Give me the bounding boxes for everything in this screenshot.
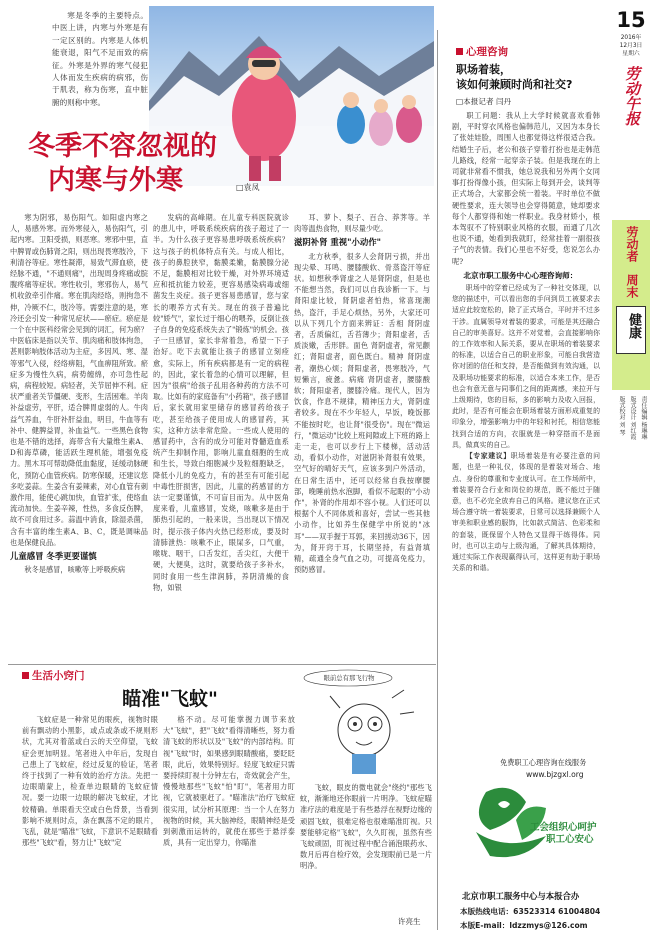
cartoon-bubble-text: 眼前总有那飞行物 — [323, 674, 375, 682]
page-date — [612, 34, 650, 58]
psych-title — [456, 62, 606, 92]
psych-title-line1: 职场着装， — [456, 63, 511, 76]
psych-title-line2: 该如何兼顾时尚和社交? — [456, 78, 573, 91]
masthead-logo: 劳动午报 — [623, 66, 641, 126]
feature-intro: 寒是冬季的主要特点。中医上讲，内寒与外寒是有一定区别的。内寒是人体机能衰退，阳气不足而致的病征。外寒是外界的寒气侵犯人体而发生疾病的病邪，伤于肌表，称为伤寒，直中脏腑的则称中寒。 — [52, 11, 148, 107]
sidebar-topic-box — [616, 306, 646, 354]
psych-question: 职工问题：我从上大学时候就喜欢看韩剧，平时穿衣风格也偏韩范儿，又因为本身长了张娃娃脸，周围人也都觉得这样很适合我。结婚生子后，老公和孩子穿着打扮也是走韩范儿路线，经常一起穿亲子装。但是我现在的上司就非常看不惯我，她总说我和另外两个女同事打扮得像小孩，但实际上每到开会，谈判等正式场合，大家都会统一着装。平时单位不做硬性要求，连大领导也会穿得随意，她却要求每个人都穿得和她一样职业。我身材娇小，根本驾驭不了特别职业风格的衣服，而通了几次也说不通，她看到我就盯，经常挂着一副很孩子气的表情。我们心里也不好受，您说怎么办呢? — [452, 111, 600, 266]
tips-column-3 — [300, 782, 432, 922]
hotline-label: 本版热线电话： — [460, 907, 514, 916]
feature-title-line2: 内寒与外寒 — [48, 165, 183, 196]
feature-column-1 — [10, 212, 148, 656]
feature-col3-text: 耳、萝卜、梨子、百合、莽荠等。羊肉等温热食物，则尽量少吃。 — [294, 213, 430, 234]
psych-hotline — [460, 906, 600, 917]
hotline-value: 63523314 61004804 — [513, 907, 601, 916]
tips-title: 瞄准"飞蚊" — [122, 688, 218, 710]
psych-org: 北京市职工服务中心心理咨询师： — [463, 270, 578, 280]
divider-horizontal — [8, 664, 436, 665]
psych-answer: 职场中的穿着已经成为了一种社交体现，以您的描述中，可以看出您的手问到员工被要求去适应此较宽松的，除了正式场合，平时并不过多干涉。直属领导对着装的要求，可能是其还融合自己的审美喜好。这并不对觉着，会直接影响你的工作效率和人际关系，要从在职场的着装要求的标准，以适合自己的职业形象，可能自我营造你对团的信任和支持，是否能做到有效沟通，以及职场功能要求的标准，以适合本来工作，是否也会有意无意与同事们之间的距离感，来拉开与上级期待，您的目标，多的影响力及收入回报，此时，是否有可能会在职场着装方面形成重复的印象分，增强影响力中的年轻和衬托，相信您能找到合适的方向，衣服就是一种穿搭而不是面具，做真实的自己。 — [452, 284, 600, 449]
cartoon-illustration — [300, 668, 436, 778]
psych-logo-text — [530, 822, 635, 846]
psych-byline: □本报记者 闫丹 — [456, 97, 512, 106]
psych-sponsor: 北京市职工服务中心与本报合办 — [462, 891, 580, 901]
tips-label — [22, 668, 85, 682]
credit-proofreader: 版式校对 刘 琴 — [618, 396, 625, 436]
feature-col1-tail: 秋冬是感冒，咳嗽等上呼吸疾病 — [24, 565, 126, 575]
email-value: ldzzmys@126.com — [509, 921, 588, 930]
credit-editor: 责任编辑 杨琳琳 — [640, 396, 647, 440]
feature-col1-text: 寒为阴邪，易伤阳气。如阳虚内寒之人，易感外寒。而外寒侵入，易伤阳气，引起内寒。卫阳受损，则恶寒。寒邪中里，直中脾胃或伤肺肾之阳，则出现畏寒肢冷，下利清谷等症。寒性凝滞，易致气滞血瘀，使经脉不通，"不通则痛"，出现周身疼痛或脘腹疼痛等症状。寒性收引，寒邪伤人，易气机收敛牵引作痛。寒在肌肉经络，则拘急不伸，冷厥不仁，肢冷等。需要注意的是，寒冷还会引发一种常见症状——瘀症。瘀症是一个在中医科经常会见到的词汇，何为瘀？中医临床是指以关节、肌肉痛和肢体拘急，甚则影响肢体活动为主症，多因风、寒、湿等邪气入侵，经络痹阻，气血痹阻所致。瘀症多为慢性久病，病势缠绵，亦可急性起病，病程较短。病轻者，关节屈伸不利。症状严重者关节僵硬、变形，生活困难。羊肉补益虚劳，平肝，适合脾胃虚弱的人。牛肉益气养血，牛肝补肝益血，明目，牛血等有补中、健脾益胃，补血益气。一些黑色食物也是不错的选择，海带含有大量维生素A、D和海草磷，能活跃生理机能，增强免疫力。黑木耳可帮助降低血黏度，延缓动脉硬化，预防心血管疾病。防寒保暖，还建议您多吃姜蒜。生姜含有姜辣素，对心血管有刺激作用，能使心跳加快，血管扩张，使络血流动加快。生姜辛辣，性热，多食反伤脾，故不可食用过多。蒜温中消食，除湿杀菌，含有丰富的维生素A、B、C，既是调味品也是保健良品。 — [10, 213, 148, 547]
feature-column-3 — [294, 212, 430, 656]
psych-url[interactable]: www.bjzgxl.org — [526, 770, 584, 779]
feature-col2-text: 发病的高峰期。在儿童专科医院就诊的患儿中，呼吸系统疾病的孩子超过了一半。为什么孩子更容易患呼吸系统疾病？这与孩子的机体特点有关。与成人相比，孩子的鼻腔狭窄，黏膜柔嫩，黏膜腺分泌不足，黏膜相对比较干燥，对外界环境适应和抵抗能力较差，更容易感染病毒或细菌发生炎症。孩子更容易患感冒，您与家长的喂养方式有关。现在的孩子普遍比较"娇气"，家长过于细心的喂养，反倒让孩子自身的免疫系统失去了"锻炼"的机会。孩子一旦感冒，家长非常着急，希望一下子治好。吃下去就能让孩子的感冒立刻痊愈，实际上，所有疾病都是有一定的病程的，因此，家长着急的心情可以理解，但因为"很病"给孩子乱用各种药的方法不可取。比如有的家庭备有"小药箱"，孩子感冒后，家长就用家里储存的感冒药给孩子吃，甚至给孩子使用成人的感冒药，其实，这种方法非常危险。一些成人使用的感冒药中，含有的成分可能对脊髓造血系统产生抑制作用，影响儿童血细胞的生成和生长，导致白细胞减少及粒细胞缺乏，降低小儿的免疫力，有的甚至有可能引起中毒性肝损害，因此，儿童的药感冒的方法一定要谨慎，不可盲目而为。从中医角度来看，儿童感冒，发烧，咳嗽多是由于肺热引起的，一般来说，当出现以下情况时，提示孩子体内火热已经形成，要及时清肺泄热：咳嗽不止，眼屎多，口气重，喉咙、咽干，口舌发红，舌尖红，大便干硬，大便臭，这时，就要给孩子多补水，同时食用一些生津润肺，养阴清燥的食物，如银 — [153, 213, 289, 592]
page-number: 15 — [616, 8, 646, 32]
eye-floaters-cartoon — [300, 668, 436, 778]
tips-col3-text: 飞蚊，眼皮的微电就会"绕约"那些飞蚊，渐渐地还你眼前一片明净。飞蚊症瞄准疗法的难度是于有些悬浮在视野边缘的顽固飞蚊，很难定格也很难瞄准盯视。只要能够定格"飞蚊"，久久盯视，虽然有些飞蚊顽固，盯视过程中配合涌泡眼药水、数月后再自检疗效，会发现眼前已是一片明净。 — [300, 783, 432, 871]
sidebar-topic: 健康 — [626, 313, 641, 339]
red-square-icon — [456, 48, 463, 55]
sidebar-banner — [612, 220, 650, 390]
feature-col1-subhead: 儿童感冒 冬季更要谨慎 — [10, 551, 97, 562]
psych-expert-text: 职场着装是有必要注意的问题，也是一种礼仪，体现的是着装对场合、地点、身份的尊重和专业度认可。在工作场所中，着装要符合行业和岗位的规范，既不能过于随意，也不必完全放弃自己的风格。建议您在正式场合遵守统一着装要求，日常可以选择兼顾个人审美和职业感的服饰，比如款式简洁、色彩柔和的套装，既保留个人特色又显得干练得体。同时，也可以主动与上级沟通，了解其具体期待，通过实际工作表现赢得认可，这样更有助于职场关系的和谐。 — [452, 452, 600, 573]
tips-col1-text: 飞蚊症是一种常见的眼疾，视物时眼前有飘动的小黑影，或点或条或不规则形状，尤其对着蓝或白云的天空仰望，飞蚊症会更加明显。笔者进入中年后，发现自己患上了飞蚊症，经过反复的验证，笔者终于找到了一种有效的治疗方法。先把一边眼睛蒙上，检查单边眼睛的飞蚊症情况。要一边眼一边眼的解决飞蚊症，才比较精确。单眼看天空或白色背景，当看到影响不规则时点，条在飘荡不定的眼片，飞乱，就是"瞄准"飞蚊，下意识不足眼睛看那些"飞蚊"看，努力让"飞蚊"定 — [22, 715, 158, 848]
red-square-icon — [22, 672, 29, 679]
page-date-day: 12月3日 — [619, 43, 643, 49]
psych-expert — [452, 451, 600, 574]
logo-text-line2: 职工心安心 — [546, 834, 594, 845]
sidebar-credits — [616, 396, 648, 496]
psych-label — [456, 44, 508, 59]
feature-col3-text-b: 北方秋季，很多人会肾阴亏损，并出现尖晕、耳鸣、腰膝酸软、骨蒸盗汗等症状。如想秋季肾虚之人是肾阴虚，但是也不能想当然，我们可以自我诊断一下。与肾阳虚比较，肾阴虚者怕热，常喜现潮热，盗汗，手足心烦热，另外，大家还可以从下列几个方面来辨证：舌相 肾阴虚者，舌质偏红，舌苔薄少；肾阳虚者，舌质淡嫩，舌形胖。面色 肾阴虚者，常见颧红；肾阳虚者，面色既白。精神 肾阴虚者，潮热心烦；肾阳虚者，畏寒肢冷，气短懒言，疲惫。病痛 肾阴虚者，腰膝酸软；肾阳虚者，腰膝冷痛。现代人，因为饮食，作息不规律，精神压力大，肾阴虚者较多。现在不少年轻人，早饭，晚饭都不能按时吃，也让肾"很受伤"。现在"微运行，"微运动"比较上班间隙或上下班的路上走一走，也可以步行上下楼梯，活动活动，看似小动作，对滋阴补肾很有效果，空气好的晴好天气，应该多到户外活动，在日常生活中，还可以经常自我按摩腰部，晚睡前热水泡脚，看似不起眼的"小动作"，补肾的作用却不容小视。人们还可以根据个人不同体质和喜好，尝试一些其他小动作，比如养生保健学中所说的"冰耳"——双手握于耳郭，来回搓动36下，因为，肾开窍于耳，长期坚持，有益肾填精，疏通全身气血之功，可提高免疫力，预防感冒。 — [294, 251, 430, 575]
tips-column-2 — [163, 714, 295, 932]
credit-designer: 版式设计 刘红霞 — [629, 396, 636, 440]
feature-title — [28, 130, 258, 208]
psych-label-text: 心理咨询 — [466, 46, 508, 58]
feature-byline: □袁凤 — [236, 183, 260, 192]
tips-col2-text: 格不动。尽可能掌握力调节来放大"飞蚊"，把"飞蚊"看得清晰些，努力看清飞蚊的形状以及"飞蚊"的内部结构。盯视"飞蚊"时，如果感到眼睛酸痛，要眨眨眼，此后，效果特别好。轻度飞蚊症只需要持续盯视十分钟左右，奇效就会产生，慢慢地那些"飞蚊"怕"盯"，笔者用力盯视，它就被驱赶了。"瞄准法"治疗飞蚊症很实用，试分析其原理：当一个人在努力视物的时候，其大脑神经，眼睛神经是受到刺激而运转的，就使在那些于悬浮泰质，具有一定出穿力，你瞄准 — [163, 715, 295, 848]
feature-column-2 — [153, 212, 289, 656]
divider-vertical — [437, 30, 438, 930]
feature-title-line1: 冬季不容忽视的 — [28, 131, 217, 162]
page-weekday: 星期六 — [622, 51, 640, 57]
psych-expert-label: 【专家建议】 — [465, 452, 511, 461]
psych-body — [452, 110, 600, 755]
tips-author: 许亮生 — [398, 917, 421, 926]
page-date-year: 2016年 — [620, 35, 642, 41]
psych-service-line: 免费职工心理咨询在线服务 — [500, 758, 587, 767]
feature-col3-subhead: 滋阴补肾 重视"小动作" — [294, 237, 382, 248]
tips-label-text: 生活小窍门 — [32, 669, 85, 682]
tips-column-1 — [22, 714, 158, 932]
psych-email — [460, 920, 588, 931]
email-label: 本版E-mail： — [460, 921, 510, 930]
sidebar-brand-line2: 周末 — [625, 274, 639, 298]
logo-text-line1: 工会组织心呵护 — [530, 822, 597, 833]
sidebar-brand-line1: 劳动者 — [625, 226, 639, 262]
